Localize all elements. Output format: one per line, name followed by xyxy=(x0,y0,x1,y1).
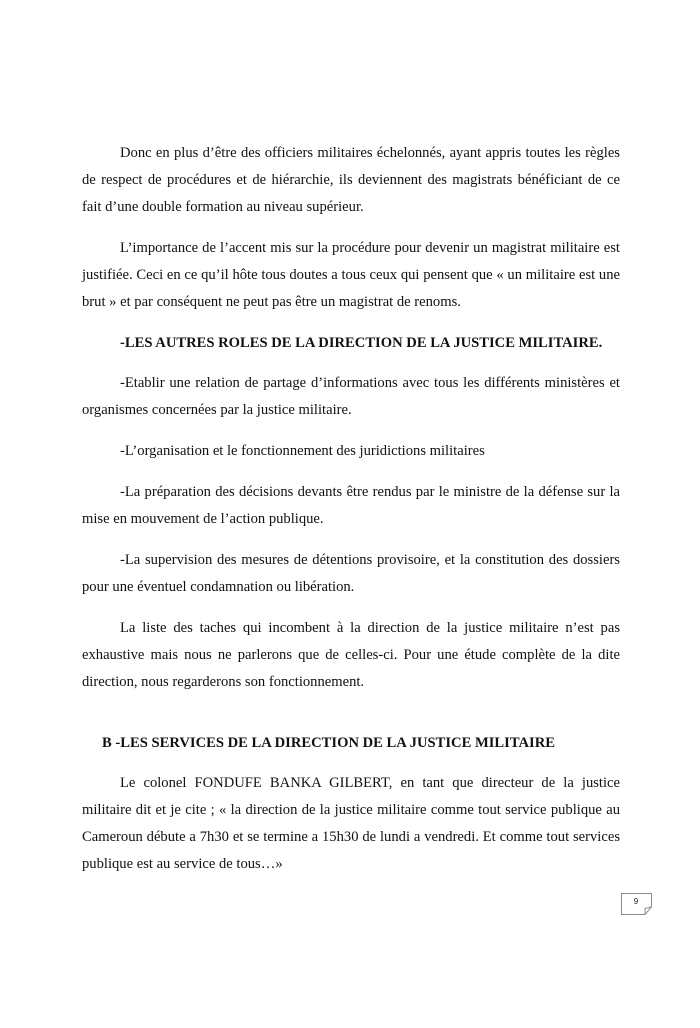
paragraph-procedure-importance: L’importance de l’accent mis sur la procédure pour devenir un magistrat militaire est justifiée. Ceci en ce qu’il hôte tous doutes a tous ceux qui pensent que « un militaire est une brut » et par conséquent ne peut pas être un magistrat de renoms. xyxy=(82,240,620,310)
role-item-information-sharing: -Etablir une relation de partage d’informations avec tous les différents ministères et organismes concernées par la justice militaire. xyxy=(82,375,620,418)
paragraph-colonel-quote: Le colonel FONDUFE BANKA GILBERT, en tant que directeur de la justice militaire dit et je cite ; « la direction de la justice militaire comme tout service publique au Cameroun débute a 7h30 et se termine a 15h30 de lundi a vendredi. Et comme tout services publique est au service de tous…» xyxy=(82,775,620,872)
roles-heading: -LES AUTRES ROLES DE LA DIRECTION DE LA JUSTICE MILITAIRE. xyxy=(120,335,603,351)
paragraph-tasks-list: La liste des taches qui incombent à la direction de la justice militaire n’est pas exhaustive mais nous ne parlerons que de celles-ci. Pour une étude complète de la dite direction, nous regarderons son fonctionnement. xyxy=(82,620,620,690)
document-page xyxy=(82,140,620,892)
role-item-decisions: -La préparation des décisions devants être rendus par le ministre de la défense sur la mise en mouvement de l’action publique. xyxy=(82,484,620,527)
role-item-supervision: -La supervision des mesures de détentions provisoire, et la constitution des dossiers pour une éventuel condamnation ou libération. xyxy=(82,552,620,595)
role-item-organisation: -L’organisation et le fonctionnement des juridictions militaires xyxy=(120,443,485,459)
paragraph-officers-training: Donc en plus d’être des officiers militaires échelonnés, ayant appris toutes les règles de respect de procédures et de hiérarchie, ils deviennent des magistrats bénéficiant de ce fait d’une double formation au niveau supérieur. xyxy=(82,145,620,215)
page-number: 9 xyxy=(633,897,639,906)
section-heading-services: B -LES SERVICES DE LA DIRECTION DE LA JUSTICE MILITAIRE xyxy=(102,735,555,751)
page-number-badge xyxy=(621,893,653,915)
